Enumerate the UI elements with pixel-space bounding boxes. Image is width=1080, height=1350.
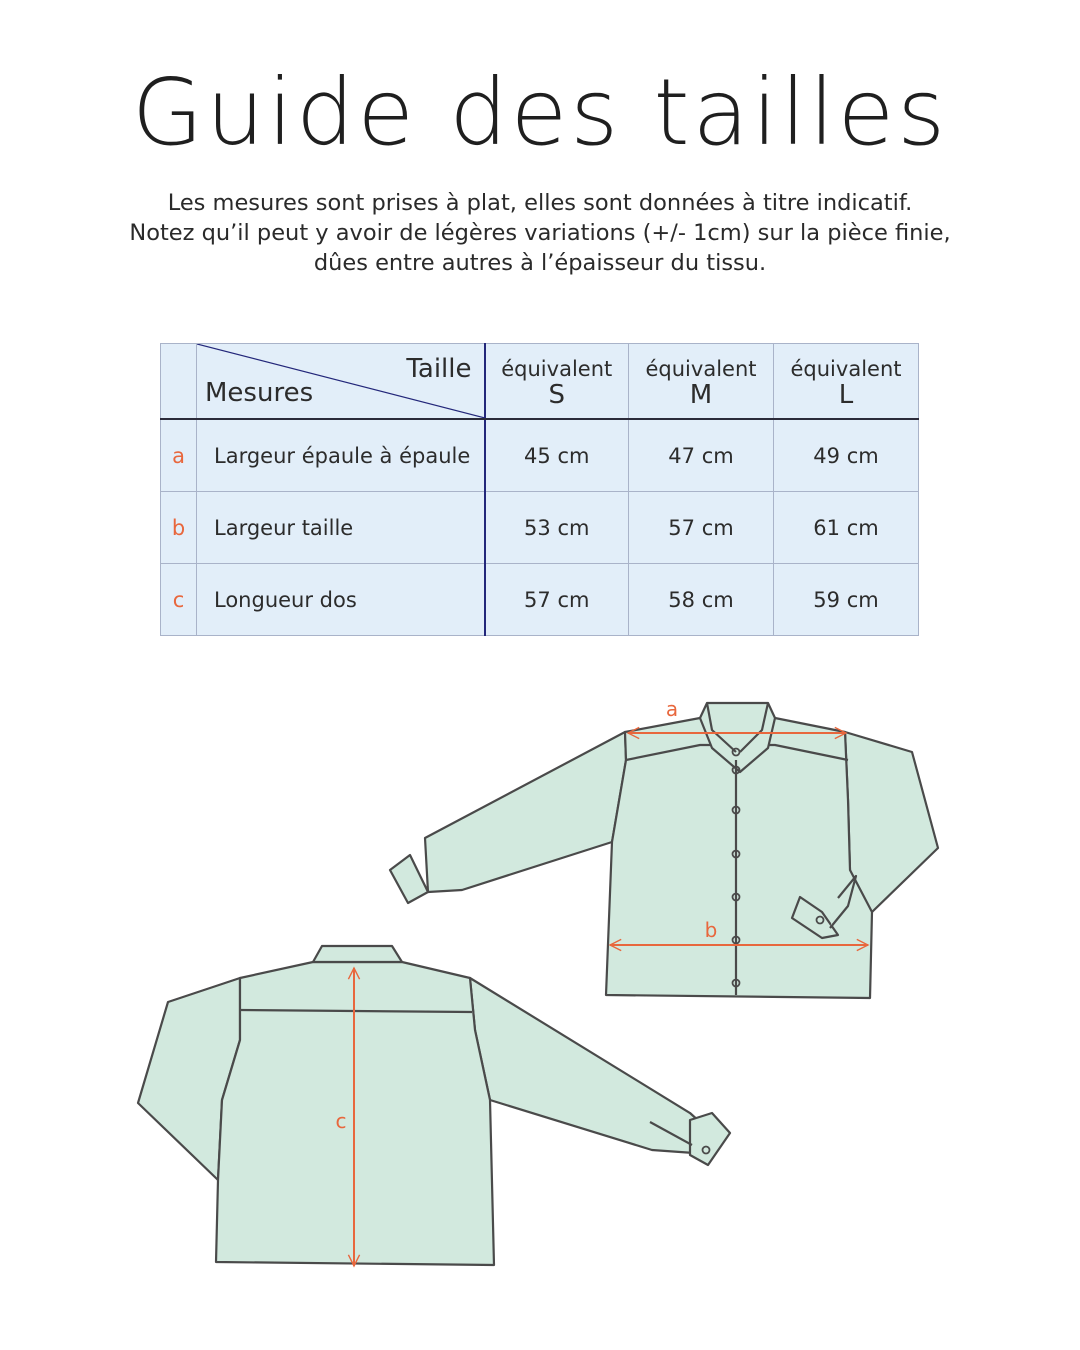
cell-value: 61 cm: [774, 492, 919, 564]
row-measure-label: Longueur dos: [197, 564, 485, 636]
page-title: Guide des tailles: [131, 59, 949, 166]
cell-value: 58 cm: [629, 564, 774, 636]
cell-value: 53 cm: [485, 492, 629, 564]
shirt-diagram: [0, 680, 1080, 1300]
row-letter: a: [161, 419, 197, 492]
header-size-s: [485, 344, 629, 420]
shirt-front-drawing: [390, 703, 938, 998]
row-letter: c: [161, 564, 197, 636]
row-letter: b: [161, 492, 197, 564]
header-size-m: [629, 344, 774, 420]
intro-line-3: dûes entre autres à l’épaisseur du tissu.: [313, 250, 767, 276]
header-size-label: M: [689, 380, 713, 410]
intro-line-1: Les mesures sont prises à plat, elles sont données à titre indicatif.: [167, 190, 913, 216]
size-table: [160, 343, 918, 635]
intro-text: [40, 188, 1040, 278]
table-row: [161, 564, 919, 636]
header-size-label: S: [548, 380, 565, 410]
header-corner-cell: [197, 344, 485, 420]
header-prefix: équivalent: [790, 357, 902, 381]
cell-value: 57 cm: [629, 492, 774, 564]
cell-value: 47 cm: [629, 419, 774, 492]
corner-label-taille: Taille: [406, 354, 472, 384]
header-size-label: L: [838, 380, 854, 410]
header-empty-cell: [161, 344, 197, 420]
header-prefix: équivalent: [645, 357, 757, 381]
table-header-row: [161, 344, 919, 420]
cell-value: 49 cm: [774, 419, 919, 492]
corner-label-mesures: Mesures: [205, 378, 314, 408]
cell-value: 57 cm: [485, 564, 629, 636]
diagram-label-a: a: [665, 697, 679, 721]
cell-value: 45 cm: [485, 419, 629, 492]
row-measure-label: Largeur épaule à épaule: [197, 419, 485, 492]
cell-value: 59 cm: [774, 564, 919, 636]
row-measure-label: Largeur taille: [197, 492, 485, 564]
diagram-label-b: b: [704, 918, 718, 942]
header-size-l: [774, 344, 919, 420]
table-row: [161, 419, 919, 492]
intro-line-2: Notez qu’il peut y avoir de légères variations (+/- 1cm) sur la pièce finie,: [129, 220, 951, 246]
header-prefix: équivalent: [501, 357, 613, 381]
table-row: [161, 492, 919, 564]
size-table-grid: [160, 343, 919, 636]
diagram-label-c: c: [335, 1109, 347, 1133]
